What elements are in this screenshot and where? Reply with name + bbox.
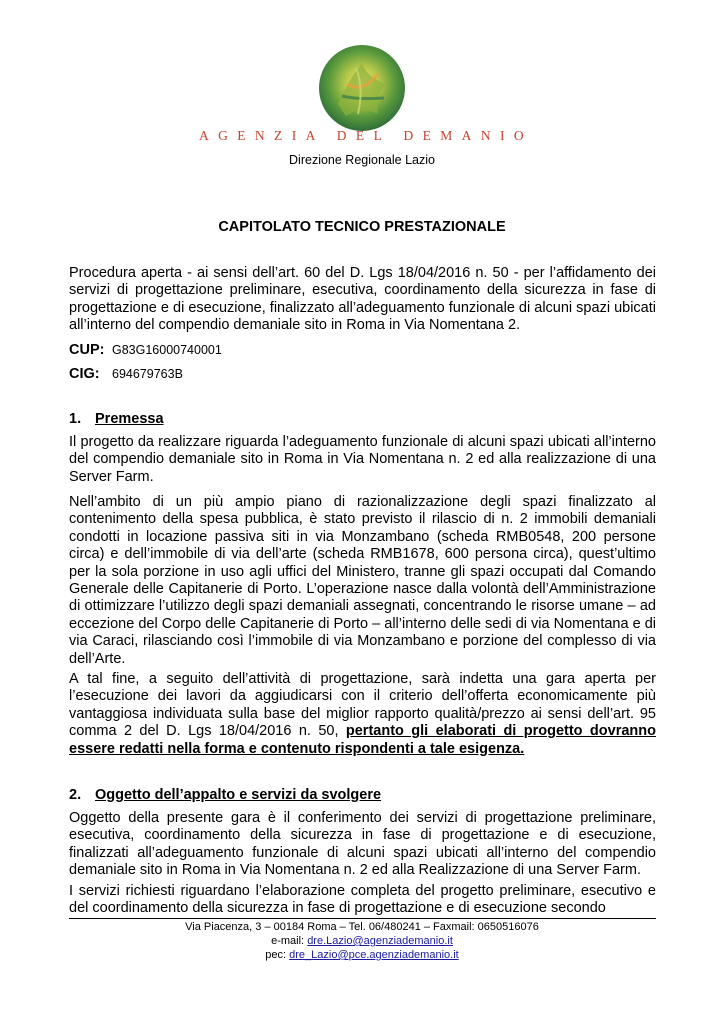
footer: [0, 920, 724, 962]
section-title: Premessa: [95, 411, 164, 427]
section-1-paragraph-2: [69, 494, 656, 668]
footer-divider: [69, 918, 656, 919]
email-label: e-mail:: [271, 935, 305, 947]
cig-value: 694679763B: [112, 367, 183, 381]
paragraph-text: A tal fine, a seguito dell’attività di progettazione, sarà indetta una gara aperta per l’esecuzione dei lavori da aggiudicarsi con il criterio dell’offerta economicamente più vantaggiosa individuata sulla base del miglior rapporto qualità/prezzo ai sensi dell’art. 95 comma 2 del D. Lgs 18/04/2016 n. 50,: [69, 671, 656, 740]
section-number: 2.: [69, 787, 82, 803]
section-1-paragraph-1: [69, 434, 656, 486]
section-title: Oggetto dell’appalto e servizi da svolgere: [95, 787, 382, 803]
section-1-paragraph-3: [69, 671, 656, 758]
paragraph: [69, 671, 656, 758]
pec-link[interactable]: dre_Lazio@pce.agenziademanio.it: [289, 949, 459, 961]
agency-emblem-icon: [318, 44, 406, 132]
pec-label: pec:: [265, 949, 287, 961]
procedure-description: [69, 265, 656, 335]
regional-office: Direzione Regionale Lazio: [289, 153, 435, 167]
cup-row: [69, 342, 222, 358]
section-1-heading: [69, 411, 164, 427]
section-2-heading: [69, 787, 381, 803]
paragraph: I servizi richiesti riguardano l’elaborazione completa del progetto preliminare, esecutivo e del coordinamento della sicurezza in fase di progettazione e di esecuzione secondo: [69, 883, 656, 917]
cup-label: CUP:: [69, 342, 105, 358]
section-2-paragraph-2: [69, 883, 656, 918]
document-title: CAPITOLATO TECNICO PRESTAZIONALE: [218, 219, 506, 235]
footer-address: Via Piacenza, 3 – 00184 Roma – Tel. 06/480241 – Faxmail: 0650516076: [185, 921, 539, 933]
cig-label: CIG:: [69, 366, 100, 382]
paragraph: Oggetto della presente gara è il conferimento dei servizi di progettazione preliminare, esecutiva, coordinamento della sicurezza in fase di progettazione e di esecuzione, finalizzati all’adeguamento funzionale di alcuni spazi ubicati all’interno del compendio demaniale sito in Roma in Via Nomentana n. 2 ed alla Realizzazione di una Server Farm.: [69, 810, 656, 879]
paragraph: Il progetto da realizzare riguarda l’adeguamento funzionale di alcuni spazi ubicati all’interno del compendio demaniale sito in Roma in Via Nomentana n. 2 ed alla realizzazione di una Server Farm.: [69, 434, 656, 485]
emphasis-text: pertanto gli elaborati di progetto dovranno essere redatti nella forma e contenuto rispondenti a tale esigenza.: [69, 723, 656, 757]
section-2-paragraph-1: [69, 810, 656, 880]
email-link[interactable]: dre.Lazio@agenziademanio.it: [307, 935, 453, 947]
intro-paragraph: Procedura aperta - ai sensi dell’art. 60 del D. Lgs 18/04/2016 n. 50 - per l’affidamento dei servizi di progettazione preliminare, esecutiva, coordinamento della sicurezza in fase di progettazione e di esecuzione, finalizzato all’adeguamento funzionale di alcuni spazi ubicati all’interno del compendio demaniale sito in Roma in Via Nomentana 2.: [69, 265, 656, 334]
agency-name: AGENZIA DEL DEMANIO: [198, 128, 534, 143]
section-number: 1.: [69, 411, 82, 427]
cup-value: G83G16000740001: [112, 343, 222, 357]
cig-row: [69, 366, 183, 382]
footer-email-row: [0, 934, 724, 948]
paragraph: Nell’ambito di un più ampio piano di razionalizzazione degli spazi finalizzato al contenimento della spesa pubblica, è stato previsto il rilascio di n. 2 immobili demaniali condotti in locazione passiva siti in via Monzambano (scheda RMB0548, 200 persone circa) e dell’immobile di via dell’arte (scheda RMB1678, 600 persona circa), quest’ultimo per la sola porzione in uso agli uffici del Ministero, tranne gli spazi occupati dal Comando Generale delle Capitanerie di Porto. L’operazione nasce dalla volontà dell’Amministrazione di ottimizzare l’utilizzo degli spazi demaniali assegnati, concentrando le risorse umane – ad eccezione del Corpo delle Capitanerie di Porto – all’interno delle sedi di via Nomentana e di via Caraci, rilasciando così l’immobile di via Monzambano e porzione del complesso di via dell’Arte.: [69, 494, 656, 667]
footer-pec-row: [0, 948, 724, 962]
